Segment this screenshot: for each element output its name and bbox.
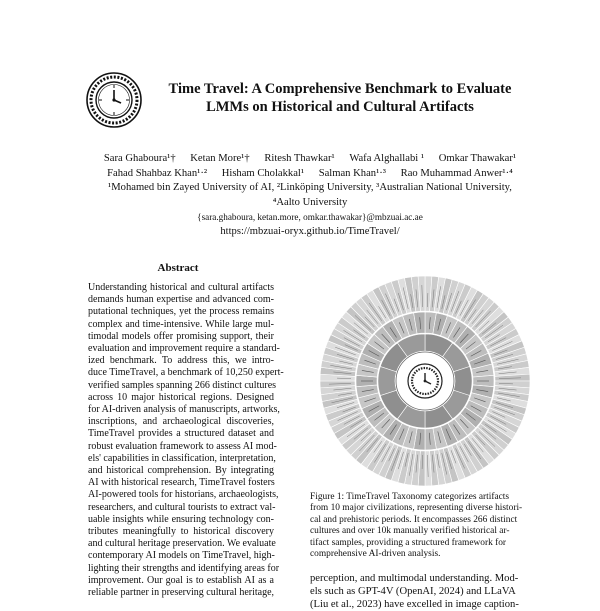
body-text [310, 572, 536, 611]
author-row [40, 152, 580, 167]
abstract-line: putational techniques, yet the process remains [88, 306, 274, 318]
abstract-line: inscriptions, and archaeological discoveries, [88, 416, 274, 428]
abstract-line: improvement. Our goal is to establish AI as a [88, 575, 274, 587]
author-row [40, 167, 580, 182]
caption-line: Figure 1: TimeTravel Taxonomy categorizes artifacts [310, 492, 536, 503]
author-emails: {sara.ghaboura, ketan.more, omkar.thawakar}@mbzuai.ac.ae [40, 210, 580, 225]
body-line: (Liu et al., 2023) have excelled in image caption- [310, 598, 536, 611]
author-name: Salman Khan¹·³ [319, 168, 386, 179]
abstract-line: TimeTravel provides a structured dataset and [88, 428, 274, 440]
clock-logo-icon [86, 72, 142, 128]
taxonomy-wheel-figure [318, 274, 532, 488]
paper-title [150, 80, 530, 116]
caption-line: comprehensive AI-driven analysis. [310, 549, 536, 560]
abstract-line: Understanding historical and cultural artifacts [88, 282, 274, 294]
abstract-line: uable insights while ensuring technology con- [88, 514, 274, 526]
abstract-line: and cultural heritage preservation. We evaluate [88, 538, 274, 550]
abstract-line: complex and time-intensive. While large mul- [88, 319, 274, 331]
caption-line: tifact samples, providing a structured framework for [310, 538, 536, 549]
abstract-line: contemporary AI models on TimeTravel, high- [88, 550, 274, 562]
abstract-line: robust evaluation framework to assess AI mod- [88, 441, 274, 453]
abstract-line: duce TimeTravel, a benchmark of 10,250 expert- [88, 367, 274, 379]
abstract-line: verified samples spanning 266 distinct cultures [88, 380, 274, 392]
abstract-line: reliable partner in preserving cultural heritage, [88, 587, 274, 599]
abstract-line: timodal models offer promising support, their [88, 331, 274, 343]
author-name: Ritesh Thawkar¹ [264, 153, 334, 164]
caption-line: cultures and over 10k manually verified historical ar- [310, 526, 536, 537]
abstract-line: els' capabilities in classification, interpretation, [88, 453, 274, 465]
figure-caption [310, 492, 536, 560]
affiliation-line: ¹Mohamed bin Zayed University of AI, ²Linköping University, ³Australian National University, [40, 181, 580, 196]
abstract-body [88, 282, 274, 599]
caption-line: cal and prehistoric periods. It encompasses 266 distinct [310, 515, 536, 526]
body-line: perception, and multimodal understanding. Mod- [310, 572, 536, 585]
abstract-line: tributes meaningfully to historical discovery [88, 526, 274, 538]
author-name: Ketan More¹† [190, 153, 249, 164]
abstract-line: ized benchmark. To address this, we intro- [88, 355, 274, 367]
title-line: LMMs on Historical and Cultural Artifacts [150, 98, 530, 116]
author-name: Fahad Shahbaz Khan¹·² [107, 168, 207, 179]
title-line: Time Travel: A Comprehensive Benchmark to Evaluate [150, 80, 530, 98]
abstract-line: and historical comprehension. By integrating [88, 465, 274, 477]
abstract-line: across 10 major historical regions. Designed [88, 392, 274, 404]
abstract-line: researchers, and cultural tourists to extract val- [88, 502, 274, 514]
author-name: Wafa Alghallabi ¹ [349, 153, 424, 164]
abstract-line: AI-powered tools for historians, archaeologists, [88, 489, 274, 501]
abstract-line: AI with historical research, TimeTravel fosters [88, 477, 274, 489]
author-name: Omkar Thawakar¹ [439, 153, 516, 164]
project-url[interactable]: https://mbzuai-oryx.github.io/TimeTravel/ [40, 225, 580, 240]
abstract-line: lighting their strengths and identifying areas for [88, 563, 274, 575]
author-name: Sara Ghaboura¹† [104, 153, 176, 164]
author-block [40, 152, 580, 239]
abstract-line: for AI-driven analysis of manuscripts, artworks, [88, 404, 274, 416]
caption-line: from 10 major civilizations, representing diverse histori- [310, 503, 536, 514]
author-name: Rao Muhammad Anwer¹·⁴ [401, 168, 513, 179]
abstract-line: evaluation and improvement require a standard- [88, 343, 274, 355]
abstract-heading: Abstract [88, 262, 268, 274]
author-name: Hisham Cholakkal¹ [222, 168, 304, 179]
abstract-line: demands human expertise and advanced com- [88, 294, 274, 306]
affiliation-line: ⁴Aalto University [40, 196, 580, 211]
body-line: els such as GPT-4V (OpenAI, 2024) and LLaVA [310, 585, 536, 598]
